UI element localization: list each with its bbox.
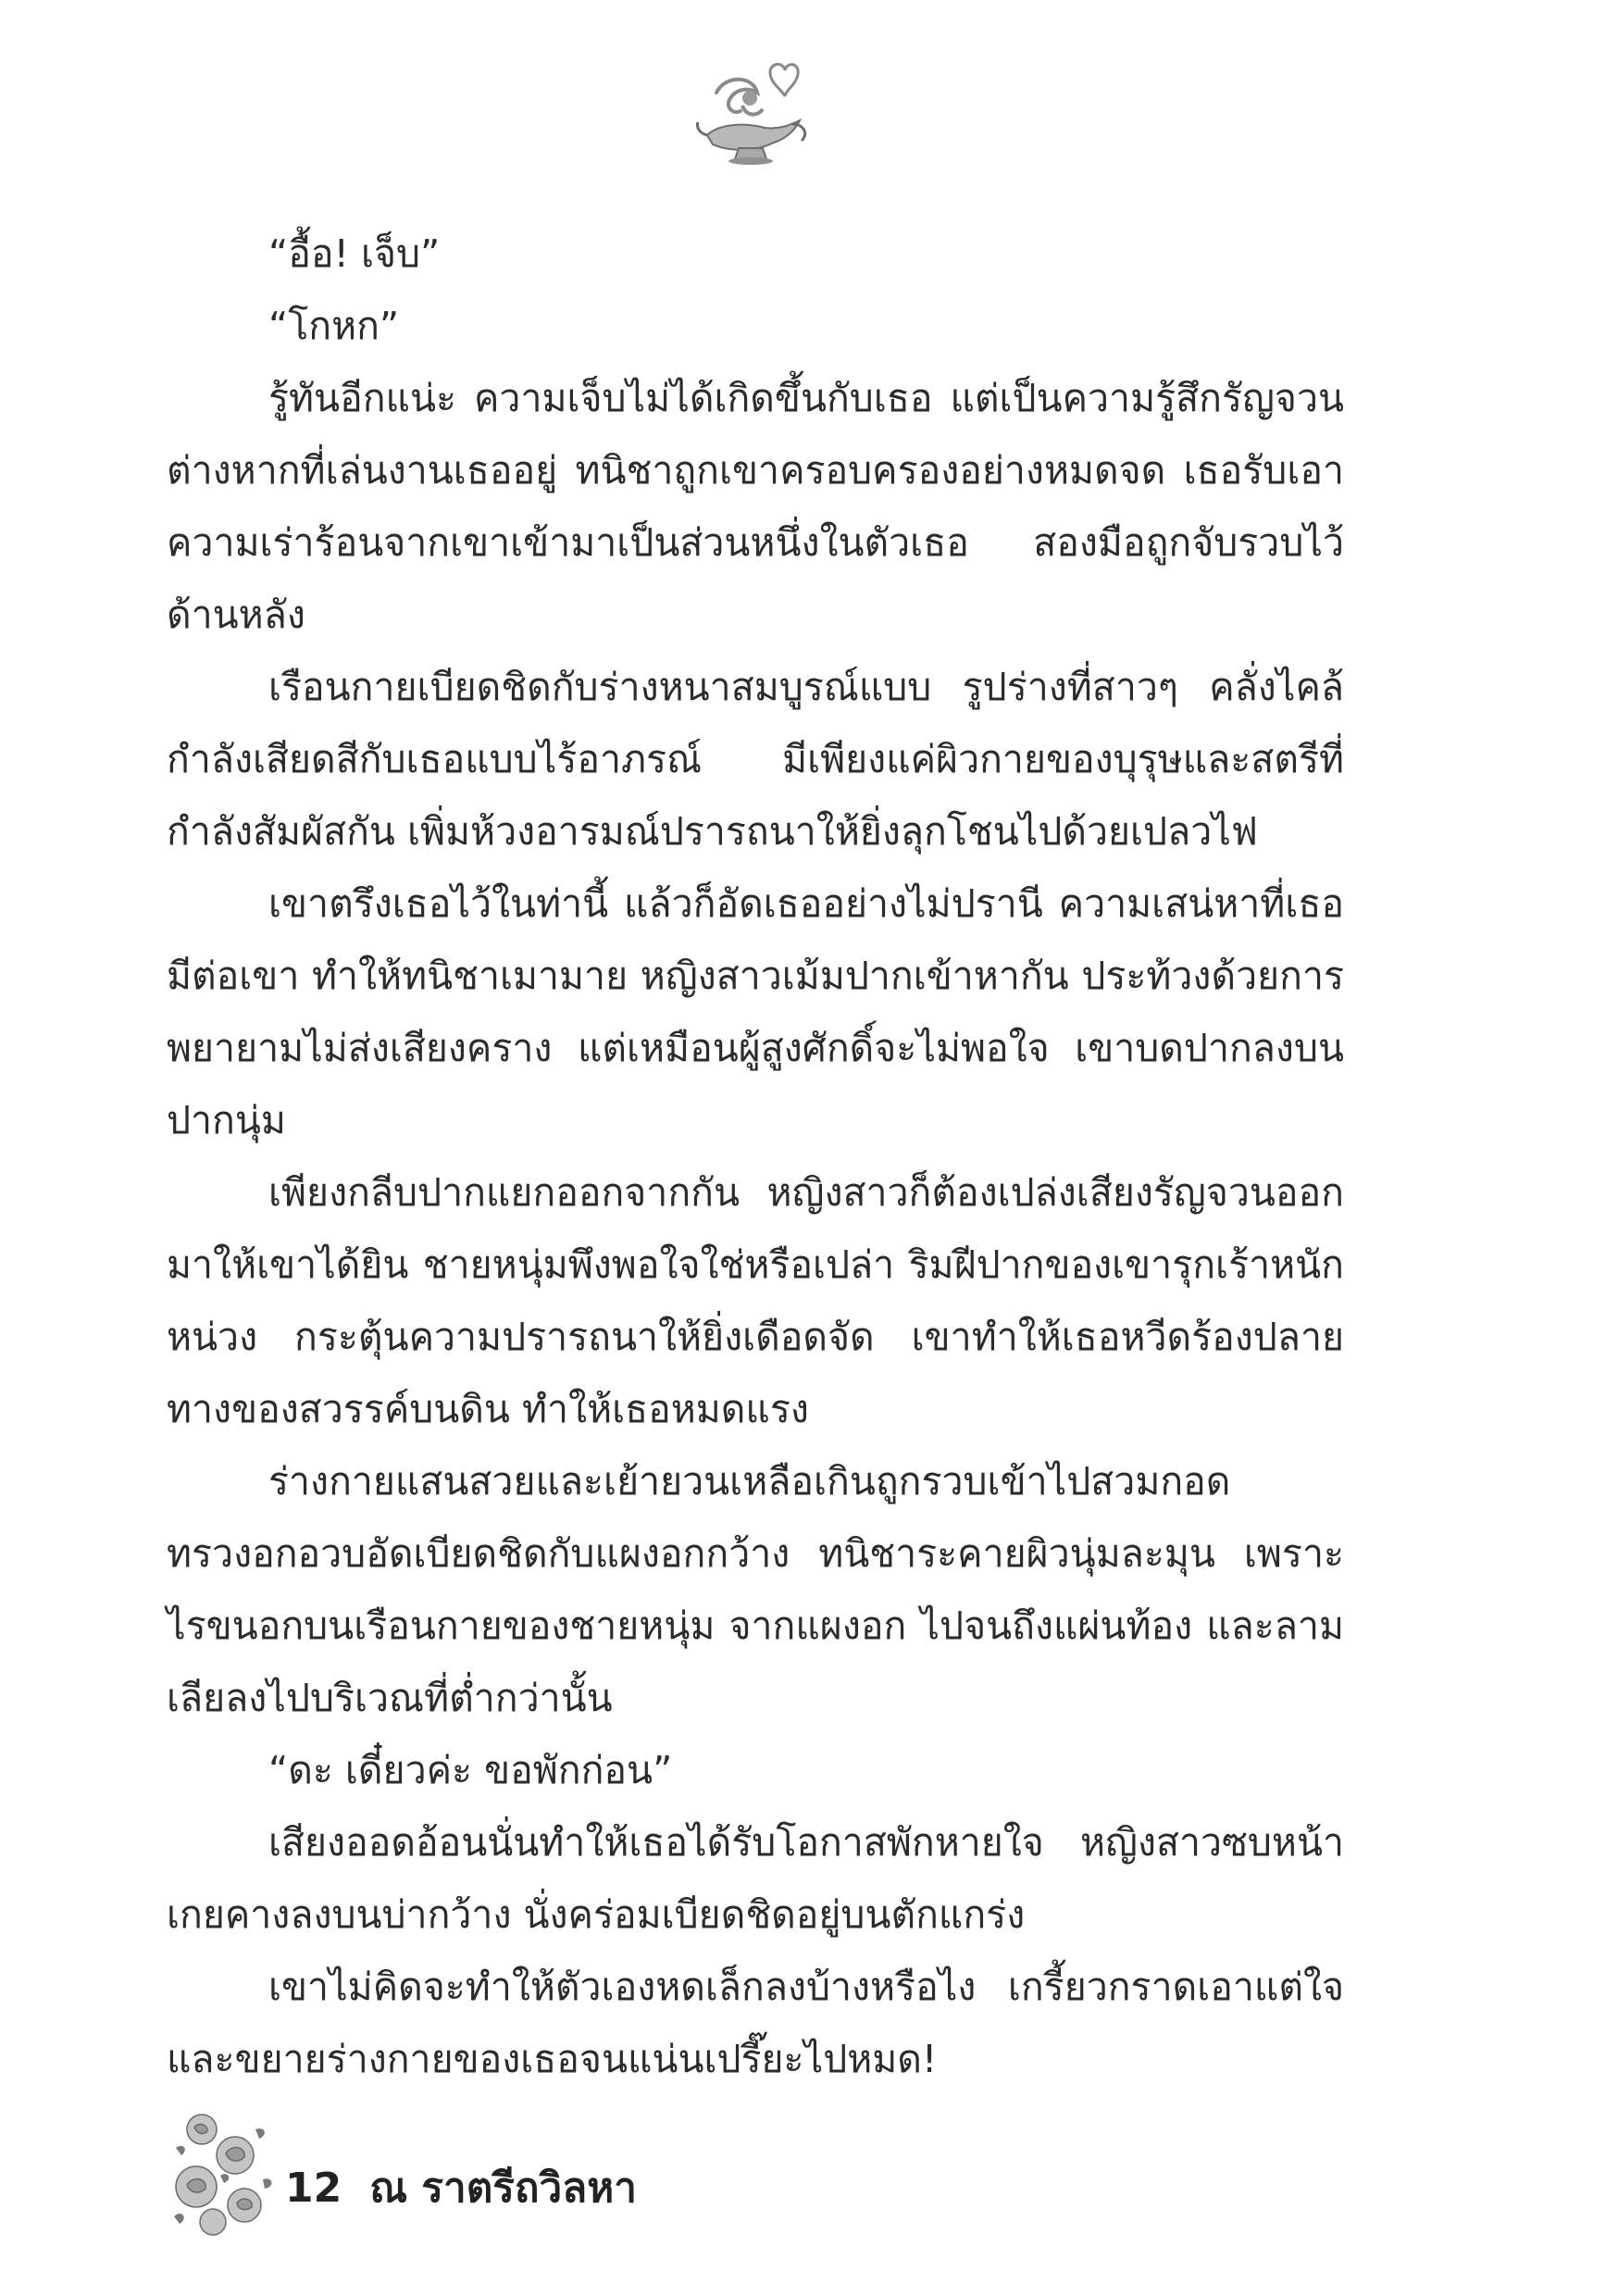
page-footer xyxy=(167,2102,1000,2240)
book-title: ณ ราตรีถวิลหา xyxy=(369,2165,637,2212)
paragraph: เพียงกลีบปากแยกออกจากกัน หญิงสาวก็ต้องเปล่งเสียงรัญจวนออกมาให้เขาได้ยิน ชายหนุ่มพึงพอใจใช่หรือเปล่า ริมฝีปากของเขารุกเร้าหนักหน่วง กระตุ้นความปรารถนาให้ยิ่งเดือดจัด เขาทำให้เธอหวีดร้องปลายทางของสวรรค์บนดิน ทำให้เธอหมดแรง xyxy=(167,1170,1344,1431)
paragraph: “อื้อ! เจ็บ” xyxy=(268,231,441,276)
rose-bouquet-icon xyxy=(167,2102,282,2240)
page-number: 12 xyxy=(285,2165,342,2212)
paragraph: เขาไม่คิดจะทำให้ตัวเองหดเล็กลงบ้างหรือไง เกรี้ยวกราดเอาแต่ใจและขยายร่างกายของเธอจนแน่นเปรี๊ยะไปหมด! xyxy=(167,1965,1344,2081)
story-body xyxy=(167,218,1344,2095)
paragraph: รู้ทันอีกแน่ะ ความเจ็บไม่ได้เกิดขึ้นกับเธอ แต่เป็นความรู้สึกรัญจวนต่างหากที่เล่นงานเธออยู่ ทนิชาถูกเขาครอบครองอย่างหมดจด เธอรับเอาความเร่าร้อนจากเขาเข้ามาเป็นส่วนหนึ่งในตัวเธอ สองมือถูกจับรวบไว้ด้านหลัง xyxy=(167,376,1344,637)
footer-caption xyxy=(285,2155,637,2220)
paragraph: ร่างกายแสนสวยและเย้ายวนเหลือเกินถูกรวบเข้าไปสวมกอดทรวงอกอวบอัดเบียดชิดกับแผงอกกว้าง ทนิชาระคายผิวนุ่มละมุน เพราะไรขนอกบนเรือนกายของชายหนุ่ม จากแผงอก ไปจนถึงแผ่นท้อง และลามเลียลงไปบริเวณที่ต่ำกว่านั้น xyxy=(167,1459,1344,1720)
cupid-lamp-ornament-icon xyxy=(689,56,818,176)
paragraph: เสียงออดอ้อนนั่นทำให้เธอได้รับโอกาสพักหายใจ หญิงสาวซบหน้าเกยคางลงบนบ่ากว้าง นั่งคร่อมเบียดชิดอยู่บนตักแกร่ง xyxy=(167,1820,1344,1937)
paragraph: เขาตรึงเธอไว้ในท่านี้ แล้วก็อัดเธออย่างไม่ปรานี ความเสน่หาที่เธอมีต่อเขา ทำให้ทนิชาเมามาย หญิงสาวเม้มปากเข้าหากัน ประท้วงด้วยการพยายามไม่ส่งเสียงคราง แต่เหมือนผู้สูงศักดิ์จะไม่พอใจ เขาบดปากลงบนปากนุ่ม xyxy=(167,881,1344,1142)
paragraph: “ดะ เดี๋ยวค่ะ ขอพักก่อน” xyxy=(268,1748,673,1792)
paragraph: “โกหก” xyxy=(268,304,400,348)
paragraph: เรือนกายเบียดชิดกับร่างหนาสมบูรณ์แบบ รูปร่างที่สาวๆ คลั่งไคล้กำลังเสียดสีกับเธอแบบไร้อาภรณ์ มีเพียงแค่ผิวกายของบุรุษและสตรีที่กำลังสัมผัสกัน เพิ่มห้วงอารมณ์ปรารถนาให้ยิ่งลุกโชนไปด้วยเปลวไฟ xyxy=(167,665,1344,854)
